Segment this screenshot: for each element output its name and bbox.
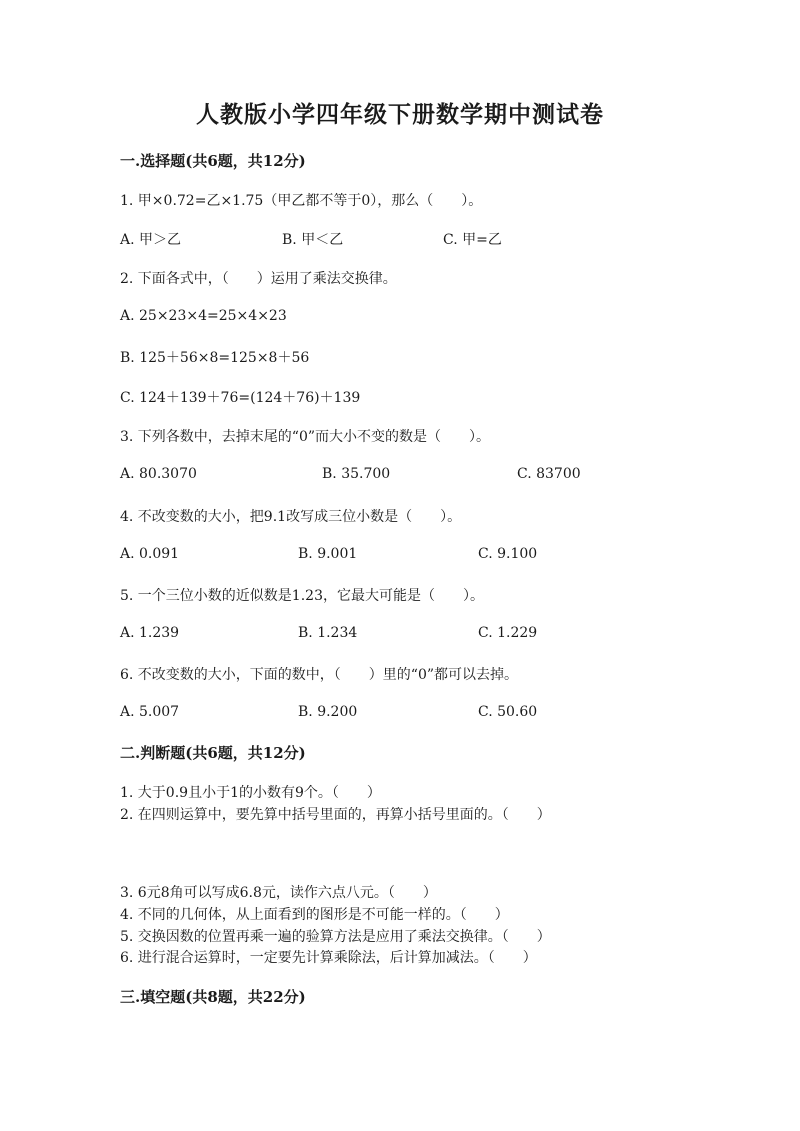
section-heading-fill: 三.填空题(共8题，共22分) xyxy=(120,988,306,1006)
option-b: B. 1.234 xyxy=(298,625,358,641)
option-a: A. 25×23×4=25×4×23 xyxy=(120,308,287,324)
list-item: 5. 交换因数的位置再乘一遍的验算方法是应用了乘法交换律。（ ） xyxy=(120,929,551,945)
section-heading-choice: 一.选择题(共6题，共12分) xyxy=(120,152,306,170)
option-b: B. 甲＜乙 xyxy=(282,232,344,248)
option-a: A. 5.007 xyxy=(120,704,180,720)
list-item: 2. 在四则运算中，要先算中括号里面的，再算小括号里面的。（ ） xyxy=(120,807,551,823)
option-c: C. 甲=乙 xyxy=(443,232,502,248)
question-stem: 2. 下面各式中，（ ）运用了乘法交换律。 xyxy=(120,271,397,287)
section-heading-judgement: 二.判断题(共6题，共12分) xyxy=(120,744,306,762)
option-c: C. 50.60 xyxy=(478,704,538,720)
question-stem: 1. 甲×0.72=乙×1.75（甲乙都不等于0），那么（ ）。 xyxy=(120,193,483,209)
list-item: 4. 不同的几何体，从上面看到的图形是不可能一样的。（ ） xyxy=(120,907,509,923)
question-stem: 5. 一个三位小数的近似数是1.23，它最大可能是（ ）。 xyxy=(120,588,484,604)
question-stem: 3. 下列各数中，去掉末尾的“0”而大小不变的数是（ ）。 xyxy=(120,429,491,445)
option-b: B. 125＋56×8=125×8＋56 xyxy=(120,350,310,366)
option-a: A. 1.239 xyxy=(120,625,180,641)
option-a: A. 0.091 xyxy=(120,546,180,562)
page-title: 人教版小学四年级下册数学期中测试卷 xyxy=(196,101,604,128)
list-item: 1. 大于0.9且小于1的小数有9个。（ ） xyxy=(120,785,381,801)
option-c: C. 83700 xyxy=(517,466,581,482)
option-c: C. 1.229 xyxy=(478,625,538,641)
list-item: 6. 进行混合运算时，一定要先计算乘除法，后计算加减法。（ ） xyxy=(120,950,537,966)
option-b: B. 9.001 xyxy=(298,546,358,562)
option-b: B. 35.700 xyxy=(322,466,391,482)
option-c: C. 124＋139＋76=(124＋76)＋139 xyxy=(120,390,361,406)
option-a: A. 甲＞乙 xyxy=(120,232,182,248)
question-stem: 4. 不改变数的大小，把9.1改写成三位小数是（ ）。 xyxy=(120,509,462,525)
option-a: A. 80.3070 xyxy=(120,466,197,482)
option-b: B. 9.200 xyxy=(298,704,358,720)
question-stem: 6. 不改变数的大小，下面的数中，（ ）里的“0”都可以去掉。 xyxy=(120,667,519,683)
option-c: C. 9.100 xyxy=(478,546,538,562)
list-item: 3. 6元8角可以写成6.8元，读作六点八元。（ ） xyxy=(120,885,437,901)
